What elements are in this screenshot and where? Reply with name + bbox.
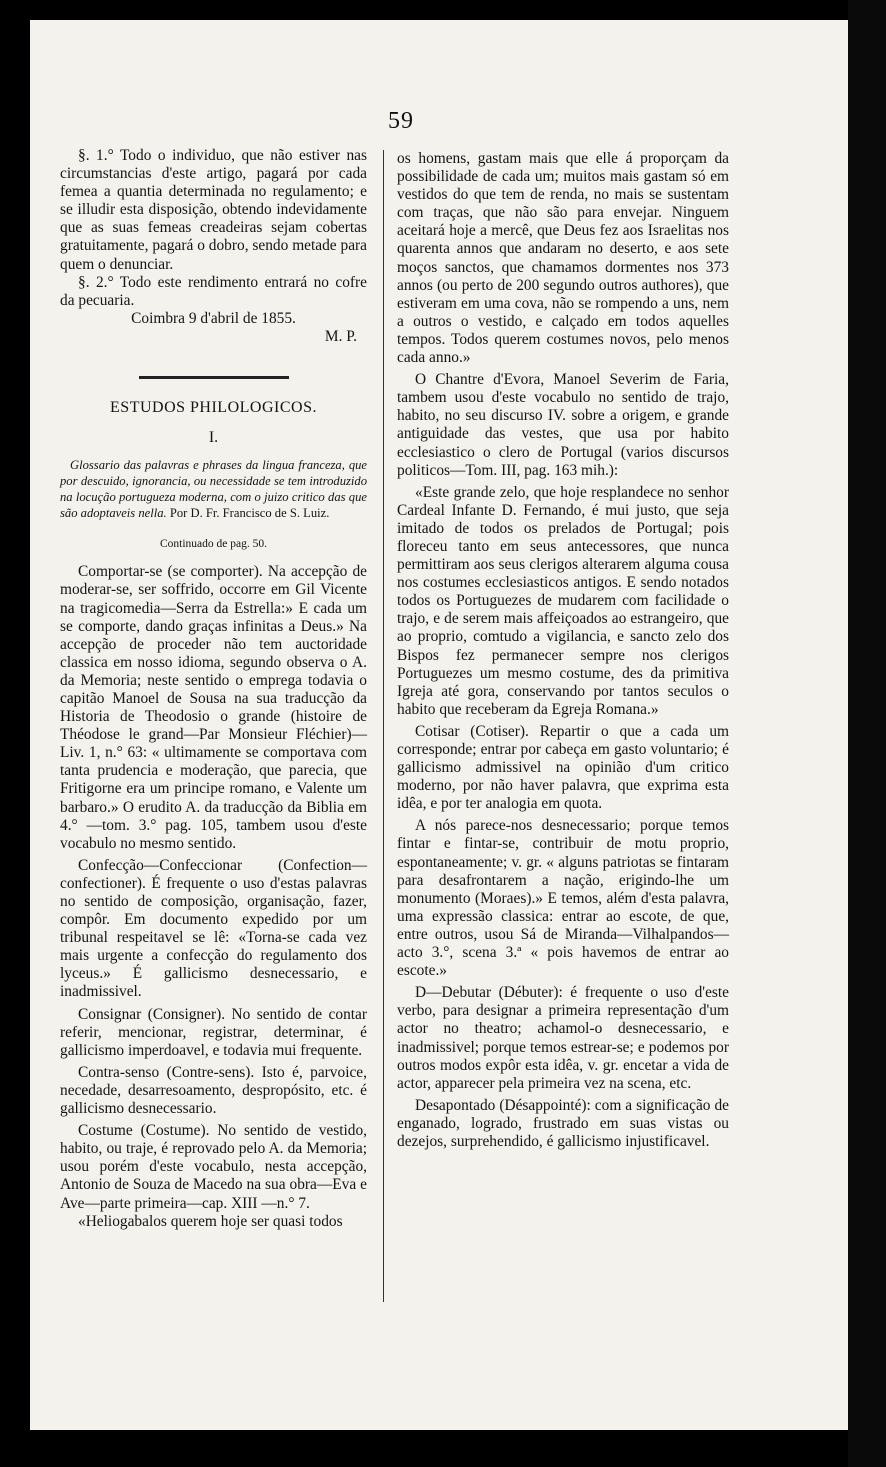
entry-debutar: D—Debutar (Débuter): é frequente o uso d'este verbo, para designar a primeira representação d'um actor no theatro; achamol-o desnecessario, e inadmissivel; porque temos estrear-se; e podemos por outros modos expôr esta idêa, v. gr. encetar a vida de actor, apparecer pela primeira vez na scena, etc.	[397, 984, 729, 1092]
article-paragraph-1: §. 1.° Todo o individuo, que não estiver nas circumstancias d'este artigo, pagará por cada femea a quantia determinada no regulamento; e se illudir esta disposição, obtendo indevidamente que as suas femeas creadeiras sejam cobertas gratuitamente, pagará o dobro, sendo metade para quem o denunciar.	[60, 147, 367, 273]
section-title: ESTUDOS PHILOLOGICOS.	[110, 399, 317, 417]
entry-cotisar: Cotisar (Cotiser). Repartir o que a cada um corresponde; entrar por cabeça em gasto voluntario; é gallicismo admissivel na opinião d'um critico moderno, por não haver palavra, que exprima esta idêa, e por ter analogia em quota.	[397, 722, 729, 813]
glossary-title-text: Glossario das palavras e phrases da lingua franceza, que por descuido, ignorancia, ou necessidade se tem introduzido na locução portugueza moderna, com o juizo critico das que são adoptaveis nella.	[60, 458, 367, 521]
quote-heliogabalos: «Heliogabalos querem hoje ser quasi todos	[78, 1212, 343, 1230]
column-divider	[383, 150, 384, 1302]
paragraph-fintar: A nós parece-nos desnecessario; porque temos fintar e fintar-se, contribuir de motu proprio, espontaneamente; v. gr. « alguns patriotas se fintaram para desafrontarem a nação, erigindo-lhe um monumento (Moraes).» E temos, além d'esta palavra, uma expressão classica: entrar ao escote, de que, entre outros, usou Sá de Miranda—Vilhalpandos—acto 3.°, scena 3.ª « pois havemos de entrar ao escote.»	[397, 817, 729, 980]
signature: M. P.	[324, 327, 357, 345]
entry-costume: Costume (Costume). No sentido de vestido, habito, ou traje, é reprovado pelo A. da Memoria; usou porém d'este vocabulo, nesta accepção, Antonio de Souza de Macedo na sua obra—Eva e Ave—parte primeira—cap. XIII —n.° 7.	[60, 1122, 367, 1212]
entry-contra-senso: Contra-senso (Contre-sens). Isto é, parvoice, necedade, desarresoamento, despropósito, etc. é gallicismo desnecessario.	[60, 1063, 367, 1118]
quote-continuation: os homens, gastam mais que elle á proporçam da possibilidade de cada um; muitos mais gastam só em vestidos do que tem de renda, no mais se sustentam com traças, que não são para envejar. Ninguem aceitará hoje a mercê, que Deus fez aos Israelitas nos quarenta annos que andaram no deserto, e aos sete moços sanctos, que chamamos dormentes nos 373 annos (ou perto de 200 segundo outros authores), que estiveram em uma cova, não se rompendo a uns, nem a outros o vestido, e calçado em todos aquelles tempos. Todos querem costumes novos, pelo menos cada anno.»	[397, 150, 729, 367]
entry-consignar: Consignar (Consigner). No sentido de contar referir, mencionar, registrar, determinar, é gallicismo imperdoavel, e todavia mui frequente.	[60, 1005, 367, 1059]
article-paragraph-2: §. 2.° Todo este rendimento entrará no cofre da pecuaria.	[60, 273, 367, 309]
paragraph-chantre: O Chantre d'Evora, Manoel Severim de Faria, tambem usou d'este vocabulo no sentido de trajo, habito, no seu discurso IV. sobre a origem, e grande antiguidade das vestes, que usa por habito ecclesiastico o clero de Portugal (varios discursos politicos—Tom. III, pag. 163 mih.):	[397, 371, 729, 479]
section-number: I.	[208, 429, 219, 447]
glossary-author: Por D. Fr. Francisco de S. Luiz.	[169, 506, 330, 521]
quote-zelo: «Este grande zelo, que hoje resplandece no senhor Cardeal Infante D. Fernando, é mui justo, que seja imitado de todos os prelados de Portugal; pois floreceu tanto em seus antecessores, que nunca permittiram aos seus clerigos alterarem alguma cousa nos costumes ecclesiasticos antigos. E sendo notados todos os Portuguezes de mudarem com facilidade o trajo, e de serem mais affeiçoados ao estrangeiro, que ao proprio, comtudo a vigilancia, e sancto zelo dos Bispos fez permanecer sempre nos clerigos Portuguezes um mesmo costume, des da primitiva Igreja até gora, conservando por tantos seculos o habito que receberam da Egreja Romana.»	[397, 483, 729, 718]
entry-confeccao: Confecção—Confeccionar (Confection—confectioner). É frequente o uso d'estas palavras no sentido de composição, organisação, fazer, compôr. Em documento expedido por um tribunal respeitavel se lê: «Torna-se cada vez mais urgente a confecção do regulamento dos lyceus.» É gallicismo desnecessario, e inadmissivel.	[60, 856, 367, 1001]
entry-desapontado: Desapontado (Désappointé): com a significação de enganado, logrado, frustrado em suas vistas ou dezejos, surprehendido, é gallicismo injustificavel.	[397, 1096, 729, 1150]
glossary-title	[60, 457, 367, 521]
section-divider	[139, 376, 289, 379]
dateline: Coimbra 9 d'abril de 1855.	[131, 309, 296, 327]
right-column	[397, 150, 729, 1151]
continued-note: Continuado de pag. 50.	[160, 538, 267, 551]
left-column	[60, 147, 367, 1231]
page-number: 59	[388, 108, 414, 134]
scan-edge	[848, 0, 886, 1467]
entry-comportar: Comportar-se (se comporter). Na accepção de moderar-se, ser soffrido, occorre em Gil Vicente na tragicomedia—Serra da Estrella:» E cada um se comporte, dando graças infinitas a Deus.» Na accepção de proceder não tem auctoridade classica em nosso idioma, segundo observa o A. da Memoria; neste sentido o emprega todavia o capitão Manoel de Sousa na sua traducção da Historia de Theodosio o grande (histoire de Théodose le grand—Par Monsieur Fléchier)—Liv. 1, n.° 63: « ultimamente se comportava com tanta prudencia e moderação, que parecia, que Fritigorne era um principe romano, e Valente um barbaro.» O erudito A. da traducção da Biblia em 4.° —tom. 3.° pag. 105, tambem usou d'este vocabulo no mesmo sentido.	[60, 563, 367, 852]
